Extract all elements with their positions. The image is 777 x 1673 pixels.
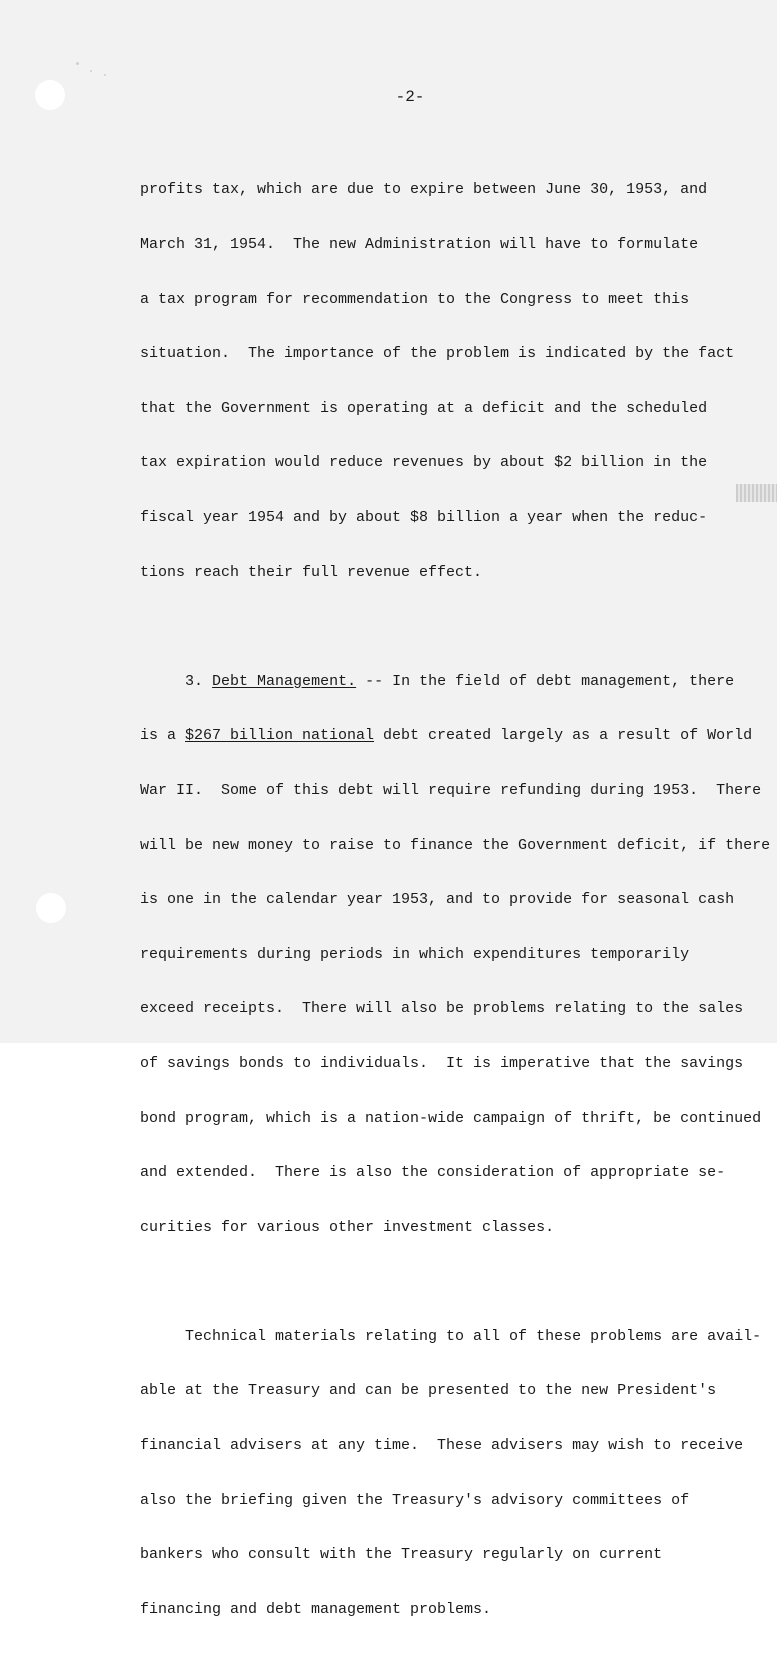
text-line: March 31, 1954. The new Administration will have to formulate — [140, 236, 699, 254]
text-line: bankers who consult with the Treasury regularly on current — [140, 1546, 663, 1564]
underlined-amount: $267 billion national — [185, 727, 375, 745]
paragraph-tax — [140, 145, 740, 618]
text-line: and extended. There is also the consideration of appropriate se- — [140, 1164, 726, 1182]
paper-speck — [90, 70, 92, 72]
edge-smudge — [736, 484, 777, 502]
text-line: profits tax, which are due to expire between June 30, 1953, and — [140, 181, 708, 199]
section-number: 3. — [185, 672, 204, 690]
text-line: able at the Treasury and can be presented to the new President's — [140, 1382, 717, 1400]
text-line: financing and debt management problems. — [140, 1600, 492, 1618]
text-line: bond program, which is a nation-wide campaign of thrift, be continued — [140, 1109, 762, 1127]
text-line: exceed receipts. There will also be problems relating to the sales — [140, 1000, 744, 1018]
text-line: tions reach their full revenue effect. — [140, 563, 483, 581]
paragraph-debt-management — [140, 636, 771, 1273]
text-line: will be new money to raise to finance the Government deficit, if there — [140, 836, 771, 854]
text-line: Technical materials relating to all of these problems are avail- — [140, 1327, 762, 1345]
text-line: curities for various other investment classes. — [140, 1218, 555, 1236]
document-body — [140, 145, 771, 1673]
page-number: -2- — [395, 88, 425, 106]
text-line: War II. Some of this debt will require refunding during 1953. There — [140, 781, 762, 799]
paper-speck — [76, 62, 79, 65]
text-fragment: -- In the field of debt management, there — [356, 672, 735, 690]
text-line — [140, 673, 740, 691]
text-line: tax expiration would reduce revenues by about $2 billion in the — [140, 454, 708, 472]
text-fragment: debt created largely as a result of World — [374, 727, 753, 745]
text-line: financial advisers at any time. These advisers may wish to receive — [140, 1437, 744, 1455]
text-line: of savings bonds to individuals. It is imperative that the savings — [140, 1054, 744, 1072]
text-line: that the Government is operating at a deficit and the scheduled — [140, 399, 708, 417]
text-line: situation. The importance of the problem is indicated by the fact — [140, 345, 735, 363]
section-heading: Debt Management. — [212, 672, 357, 690]
punch-hole-top — [35, 80, 65, 110]
text-line: a tax program for recommendation to the Congress to meet this — [140, 290, 690, 308]
text-line — [140, 727, 753, 745]
text-line: also the briefing given the Treasury's advisory committees of — [140, 1491, 690, 1509]
paper-speck — [104, 74, 106, 76]
punch-hole-bottom — [36, 893, 66, 923]
paragraph-technical-materials — [140, 1291, 762, 1655]
text-fragment: is a — [140, 727, 186, 745]
text-line: is one in the calendar year 1953, and to provide for seasonal cash — [140, 891, 735, 909]
text-line: requirements during periods in which expenditures temporarily — [140, 945, 690, 963]
text-line: fiscal year 1954 and by about $8 billion a year when the reduc- — [140, 509, 708, 527]
